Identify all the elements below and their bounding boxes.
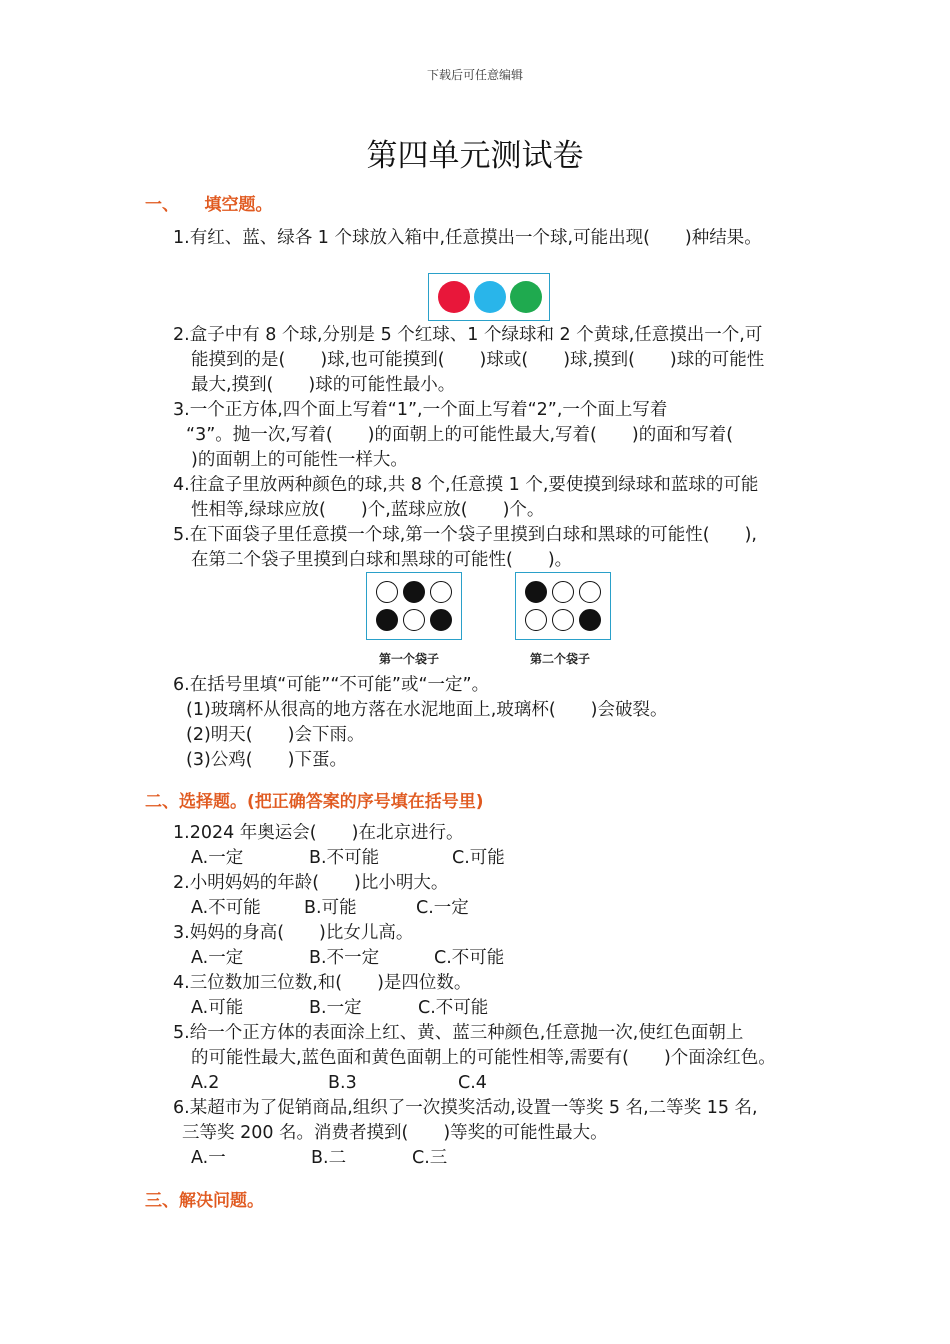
option-a: A.一定: [191, 948, 244, 968]
option-a: A.一: [191, 1148, 226, 1168]
red-ball: [438, 281, 470, 313]
option-a: A.2: [191, 1073, 220, 1093]
white-bead: [403, 609, 425, 631]
fill-q5-line1: 5.在下面袋子里任意摸一个球,第一个袋子里摸到白球和黑球的可能性( ),: [173, 525, 757, 545]
fill-q2-line3: 最大,摸到( )球的可能性最小。: [191, 375, 456, 395]
option-b: B.3: [328, 1073, 357, 1093]
black-bead: [525, 581, 547, 603]
option-c: C.可能: [452, 848, 505, 868]
choice-q1-options: [191, 846, 505, 871]
fill-q6-3: (3)公鸡( )下蛋。: [186, 750, 347, 770]
choice-q4: 4.三位数加三位数,和( )是四位数。: [173, 973, 472, 993]
option-b: B.二: [311, 1148, 347, 1168]
fill-q3-line1: 3.一个正方体,四个面上写着“1”,一个面上写着“2”,一个面上写着: [173, 400, 668, 420]
black-bead: [579, 609, 601, 631]
fill-q3-line3: )的面朝上的可能性一样大。: [191, 450, 408, 470]
option-c: C.4: [458, 1073, 487, 1093]
option-a: A.一定: [191, 848, 244, 868]
choice-q6-line2: 三等奖 200 名。消费者摸到( )等奖的可能性最大。: [182, 1123, 608, 1143]
fill-q4-line2: 性相等,绿球应放( )个,蓝球应放( )个。: [191, 500, 545, 520]
green-ball: [510, 281, 542, 313]
white-bead: [376, 581, 398, 603]
fill-q5-line2: 在第二个袋子里摸到白球和黑球的可能性( )。: [191, 550, 573, 570]
section-solve-problems: 三、解决问题。: [145, 1191, 264, 1211]
choice-q5-line2: 的可能性最大,蓝色面和黄色面朝上的可能性相等,需要有( )个面涂红色。: [191, 1048, 776, 1068]
fill-q2-line1: 2.盒子中有 8 个球,分别是 5 个红球、1 个绿球和 2 个黄球,任意摸出一个,可: [173, 325, 763, 345]
black-bead: [403, 581, 425, 603]
option-c: C.不可能: [434, 948, 505, 968]
choice-q1: 1.2024 年奥运会( )在北京进行。: [173, 823, 464, 843]
fill-q3-line2: “3”。抛一次,写着( )的面朝上的可能性最大,写着( )的面和写着(: [186, 425, 734, 445]
fill-q6-2: (2)明天( )会下雨。: [186, 725, 365, 745]
option-b: B.可能: [304, 898, 357, 918]
first-bag: [366, 572, 462, 640]
second-bag-caption: 第二个袋子: [530, 652, 591, 666]
white-bead: [430, 581, 452, 603]
option-b: B.一定: [309, 998, 362, 1018]
choice-q5-line1: 5.给一个正方体的表面涂上红、黄、蓝三种颜色,任意抛一次,使红色面朝上: [173, 1023, 744, 1043]
white-bead: [552, 609, 574, 631]
page-title: 第四单元测试卷: [366, 138, 584, 174]
option-c: C.三: [412, 1148, 448, 1168]
choice-q4-options: [191, 996, 488, 1021]
fill-q2-line2: 能摸到的是( )球,也可能摸到( )球或( )球,摸到( )球的可能性: [191, 350, 765, 370]
option-b: B.不可能: [309, 848, 380, 868]
option-c: C.不可能: [418, 998, 489, 1018]
black-bead: [376, 609, 398, 631]
option-a: A.不可能: [191, 898, 261, 918]
fill-q6: 6.在括号里填“可能”“不可能”或“一定”。: [173, 675, 490, 695]
choice-q5-options: [191, 1071, 487, 1096]
second-bag: [515, 572, 611, 640]
white-bead: [579, 581, 601, 603]
fill-q4-line1: 4.往盒子里放两种颜色的球,共 8 个,任意摸 1 个,要使摸到绿球和蓝球的可能: [173, 475, 759, 495]
section-choice: 二、选择题。(把正确答案的序号填在括号里): [145, 792, 484, 812]
section-fill-in: 一、 填空题。: [145, 195, 273, 215]
blue-ball: [474, 281, 506, 313]
choice-q6-options: [191, 1146, 447, 1171]
fill-q1: 1.有红、蓝、绿各 1 个球放入箱中,任意摸出一个球,可能出现( )种结果。: [173, 228, 762, 248]
option-c: C.一定: [416, 898, 469, 918]
fill-q6-1: (1)玻璃杯从很高的地方落在水泥地面上,玻璃杯( )会破裂。: [186, 700, 668, 720]
page-header: 下载后可任意编辑: [426, 68, 523, 82]
color-balls-box: [428, 273, 550, 321]
choice-q3: 3.妈妈的身高( )比女儿高。: [173, 923, 414, 943]
option-a: A.可能: [191, 998, 244, 1018]
choice-q2-options: [191, 896, 469, 921]
choice-q6-line1: 6.某超市为了促销商品,组织了一次摸奖活动,设置一等奖 5 名,二等奖 15 名,: [173, 1098, 758, 1118]
choice-q3-options: [191, 946, 504, 971]
black-bead: [430, 609, 452, 631]
choice-q2: 2.小明妈妈的年龄( )比小明大。: [173, 873, 449, 893]
white-bead: [525, 609, 547, 631]
white-bead: [552, 581, 574, 603]
option-b: B.不一定: [309, 948, 380, 968]
first-bag-caption: 第一个袋子: [379, 652, 440, 666]
